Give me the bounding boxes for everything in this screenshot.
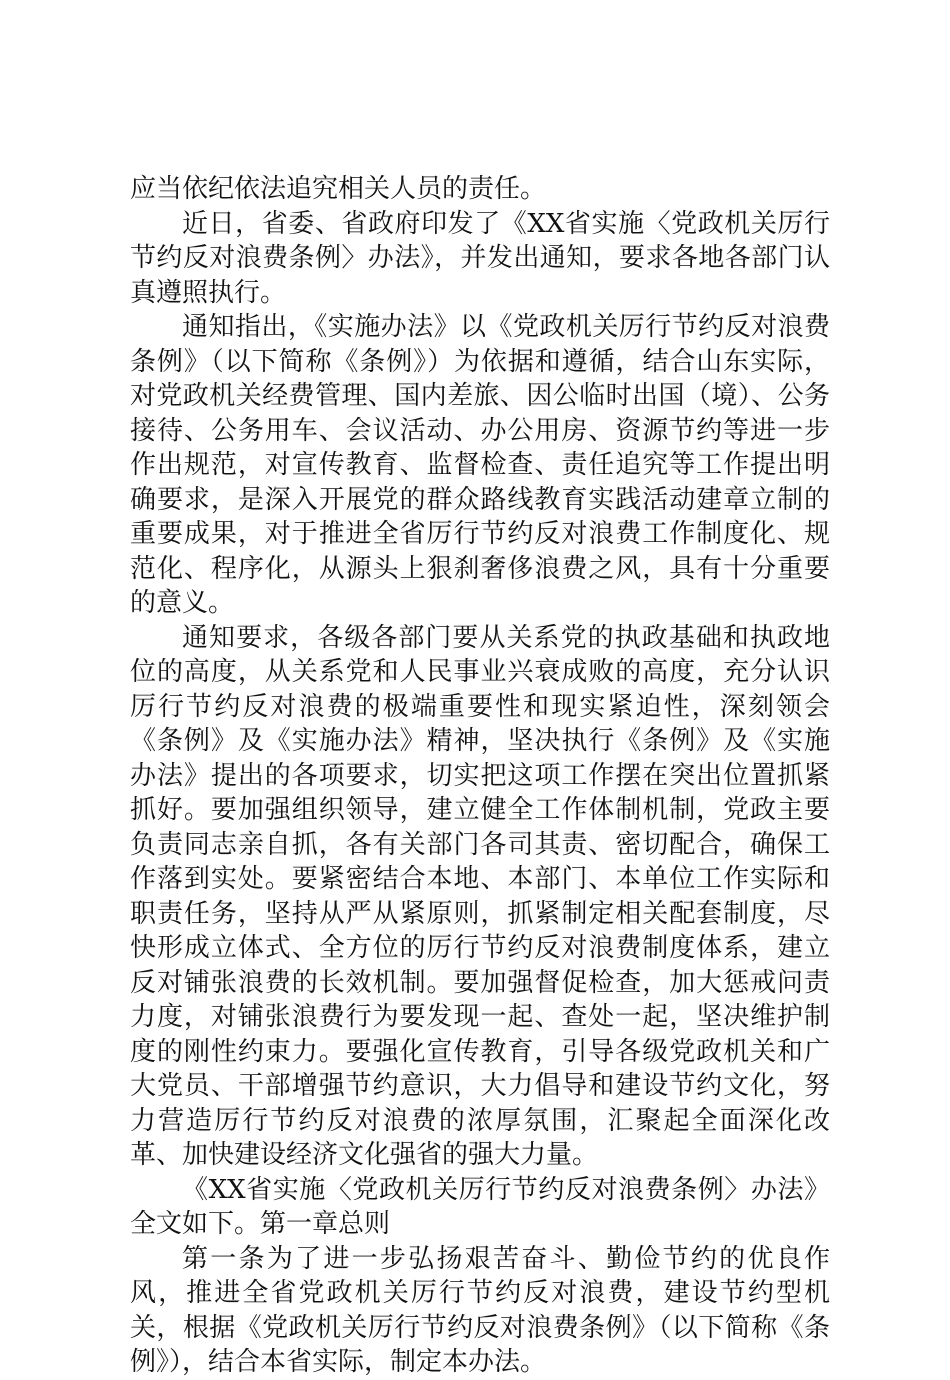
paragraph-full-text-heading: 《XX省实施〈党政机关厉行节约反对浪费条例〉办法》全文如下。第一章总则	[130, 1174, 830, 1239]
paragraph-article-one: 第一条为了进一步弘扬艰苦奋斗、勤俭节约的优良作风，推进全省党政机关厉行节约反对浪费，建设节约型机关，根据《党政机关厉行节约反对浪费条例》（以下简称《条例》），结合本省实际，制定本办法。	[130, 1243, 830, 1377]
paragraph-continuation: 应当依纪依法追究相关人员的责任。	[130, 174, 547, 204]
document-page	[130, 172, 830, 1380]
paragraph-announcement: 近日，省委、省政府印发了《XX省实施〈党政机关厉行节约反对浪费条例〉办法》，并发出通知，要求各地各部门认真遵照执行。	[130, 208, 830, 308]
paragraph-notice-points: 通知指出，《实施办法》以《党政机关厉行节约反对浪费条例》（以下简称《条例》）为依据和遵循，结合山东实际，对党政机关经费管理、国内差旅、因公临时出国（境）、公务接待、公务用车、会议活动、办公用房、资源节约等进一步作出规范，对宣传教育、监督检查、责任追究等工作提出明确要求，是深入开展党的群众路线教育实践活动建章立制的重要成果，对于推进全省厉行节约反对浪费工作制度化、规范化、程序化，从源头上狠刹奢侈浪费之风，具有十分重要的意义。	[130, 312, 830, 618]
paragraph-notice-requirements: 通知要求，各级各部门要从关系党的执政基础和执政地位的高度，从关系党和人民事业兴衰成败的高度，充分认识厉行节约反对浪费的极端重要性和现实紧迫性，深刻领会《条例》及《实施办法》精神，坚决执行《条例》及《实施办法》提出的各项要求，切实把这项工作摆在突出位置抓紧抓好。要加强组织领导，建立健全工作体制机制，党政主要负责同志亲自抓，各有关部门各司其责、密切配合，确保工作落到实处。要紧密结合本地、本部门、本单位工作实际和职责任务，坚持从严从紧原则，抓紧制定相关配套制度，尽快形成立体式、全方位的厉行节约反对浪费制度体系，建立反对铺张浪费的长效机制。要加强督促检查，加大惩戒问责力度，对铺张浪费行为要发现一起、查处一起，坚决维护制度的刚性约束力。要强化宣传教育，引导各级党政机关和广大党员、干部增强节约意识，大力倡导和建设节约文化，努力营造厉行节约反对浪费的浓厚氛围，汇聚起全面深化改革、加快建设经济文化强省的强大力量。	[130, 622, 830, 1170]
